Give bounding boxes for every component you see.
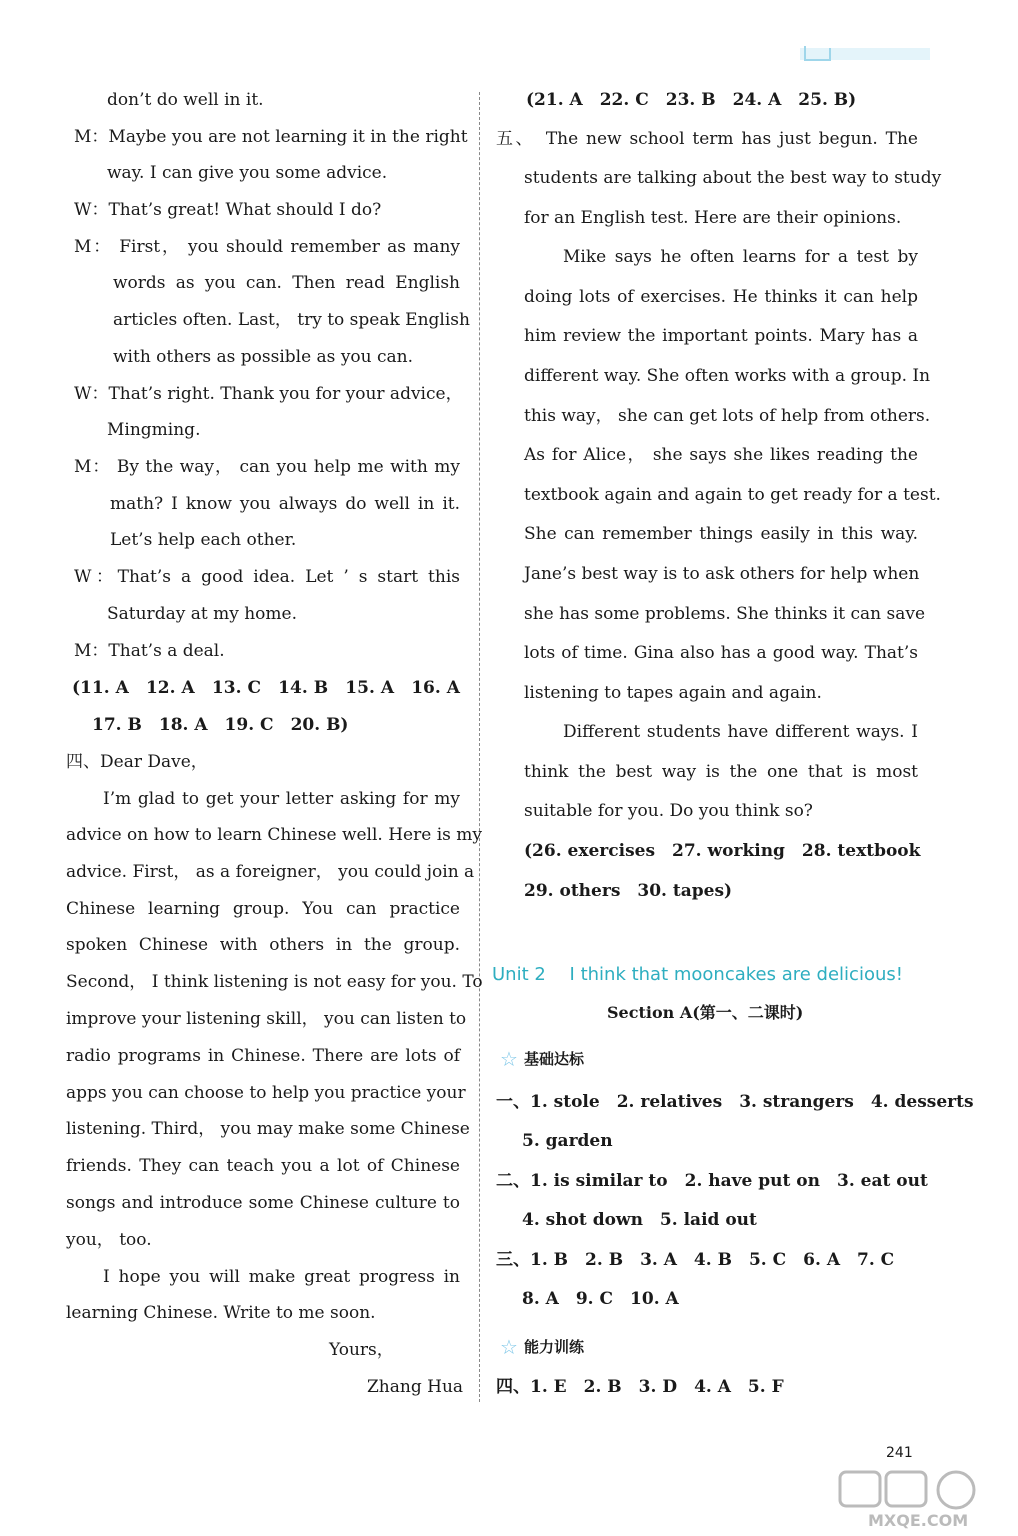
answer-key: (21. A 22. C 23. B 24. A 25. B) — [526, 90, 857, 110]
letter-line: you， too. — [66, 1230, 152, 1250]
letter-line: songs and introduce some Chinese culture to — [66, 1193, 460, 1213]
passage-line: suitable for you. Do you think so? — [524, 801, 813, 821]
passage-line: She can remember things easily in this way. — [524, 524, 918, 544]
answer-line: 5. garden — [522, 1131, 613, 1151]
dialogue-line: Let’s help each other. — [110, 530, 297, 550]
dialogue-line: W：That’s a good idea. Let ’ s start this — [74, 567, 460, 587]
dialogue-line: with others as possible as you can. — [113, 347, 414, 367]
answer-line: 四、1. E 2. B 3. D 4. A 5. F — [496, 1377, 784, 1397]
passage-line: for an English test. Here are their opinions. — [524, 208, 902, 228]
answer-key: 29. others 30. tapes) — [524, 881, 733, 901]
star-icon: ☆ — [500, 1047, 518, 1071]
dialogue-line: articles often. Last， try to speak English — [113, 310, 470, 330]
letter-line: radio programs in Chinese. There are lots of — [66, 1046, 460, 1066]
section-title: Section A(第一、二课时) — [607, 1003, 804, 1022]
dialogue-line: M：That’s a deal. — [74, 641, 225, 661]
dialogue-line: Saturday at my home. — [107, 604, 297, 624]
passage-line: think the best way is the one that is most — [524, 762, 918, 782]
letter-line: I hope you will make great progress in — [103, 1267, 460, 1287]
passage-line: doing lots of exercises. He thinks it can help — [524, 287, 918, 307]
page-number: 241 — [886, 1445, 913, 1461]
answer-line: 二、1. is similar to 2. have put on 3. eat out — [496, 1171, 928, 1191]
passage-line: Different students have different ways. I — [563, 722, 918, 742]
section-heading-ability — [500, 1335, 584, 1359]
letter-line: spoken Chinese with others in the group. — [66, 935, 460, 955]
watermark-text: MXQE.COM — [868, 1511, 969, 1530]
dialogue-line: W：That’s great! What should I do? — [74, 200, 382, 220]
passage-line: listening to tapes again and again. — [524, 683, 822, 703]
passage-line: textbook again and again to get ready for a test. — [524, 485, 941, 505]
passage-line: students are talking about the best way to study — [524, 168, 942, 188]
dialogue-line: Mingming. — [107, 420, 201, 440]
passage-line: As for Alice， she says she likes reading the — [524, 445, 918, 465]
column-divider — [479, 92, 480, 1402]
passage-line: this way， she can get lots of help from others. — [524, 406, 931, 426]
dialogue-line: M：Maybe you are not learning it in the right — [74, 127, 468, 147]
answer-key: (11. A 12. A 13. C 14. B 15. A 16. A — [72, 678, 460, 698]
watermark-logo — [838, 1470, 1008, 1530]
letter-line: learning Chinese. Write to me soon. — [66, 1303, 376, 1323]
answer-line: 8. A 9. C 10. A — [522, 1289, 679, 1309]
dialogue-line: way. I can give you some advice. — [107, 163, 388, 183]
dialogue-line: M： First， you should remember as many — [74, 237, 460, 257]
answer-line: 4. shot down 5. laid out — [522, 1210, 757, 1230]
answer-key: (26. exercises 27. working 28. textbook — [524, 841, 921, 861]
answer-line: 一、1. stole 2. relatives 3. strangers 4. desserts — [496, 1092, 974, 1112]
letter-line: Chinese learning group. You can practice — [66, 899, 460, 919]
passage-line: Jane’s best way is to ask others for help when — [524, 564, 920, 584]
letter-line: Second， I think listening is not easy for you. To — [66, 972, 483, 992]
star-icon: ☆ — [500, 1335, 518, 1359]
dialogue-line: M： By the way， can you help me with my — [74, 457, 460, 477]
answer-key: 17. B 18. A 19. C 20. B) — [92, 715, 349, 735]
dialogue-line: W：That’s right. Thank you for your advice， — [74, 384, 463, 404]
passage-line: 五、 The new school term has just begun. The — [496, 129, 918, 149]
passage-line: she has some problems. She thinks it can save — [524, 604, 926, 624]
letter-line: friends. They can teach you a lot of Chinese — [66, 1156, 460, 1176]
passage-line: lots of time. Gina also has a good way. That’s — [524, 643, 918, 663]
answer-line: 三、1. B 2. B 3. A 4. B 5. C 6. A 7. C — [496, 1250, 895, 1270]
section-heading-basic — [500, 1047, 584, 1071]
letter-closing: Yours， — [329, 1340, 394, 1360]
dialogue-line: words as you can. Then read English — [113, 273, 460, 293]
letter-line: improve your listening skill， you can listen to — [66, 1009, 467, 1029]
letter-salutation: 四、Dear Dave， — [66, 752, 208, 772]
letter-line: advice on how to learn Chinese well. Here is my — [66, 825, 483, 845]
dialogue-line: math? I know you always do well in it. — [110, 494, 460, 514]
letter-line: advice. First， as a foreigner， you could join a — [66, 862, 475, 882]
letter-line: apps you can choose to help you practice your — [66, 1083, 466, 1103]
passage-line: Mike says he often learns for a test by — [563, 247, 918, 267]
letter-signature: Zhang Hua — [367, 1377, 464, 1397]
passage-line: different way. She often works with a group. In — [524, 366, 931, 386]
dialogue-line: don’t do well in it. — [107, 90, 264, 110]
heading-label: 能力训练 — [523, 1338, 584, 1356]
letter-line: I’m glad to get your letter asking for my — [103, 789, 460, 809]
letter-line: listening. Third， you may make some Chinese — [66, 1119, 470, 1139]
header-decoration — [800, 38, 930, 68]
unit-title: Unit 2 I think that mooncakes are delicious! — [492, 964, 903, 985]
heading-label: 基础达标 — [523, 1050, 584, 1068]
passage-line: him review the important points. Mary has a — [524, 326, 918, 346]
